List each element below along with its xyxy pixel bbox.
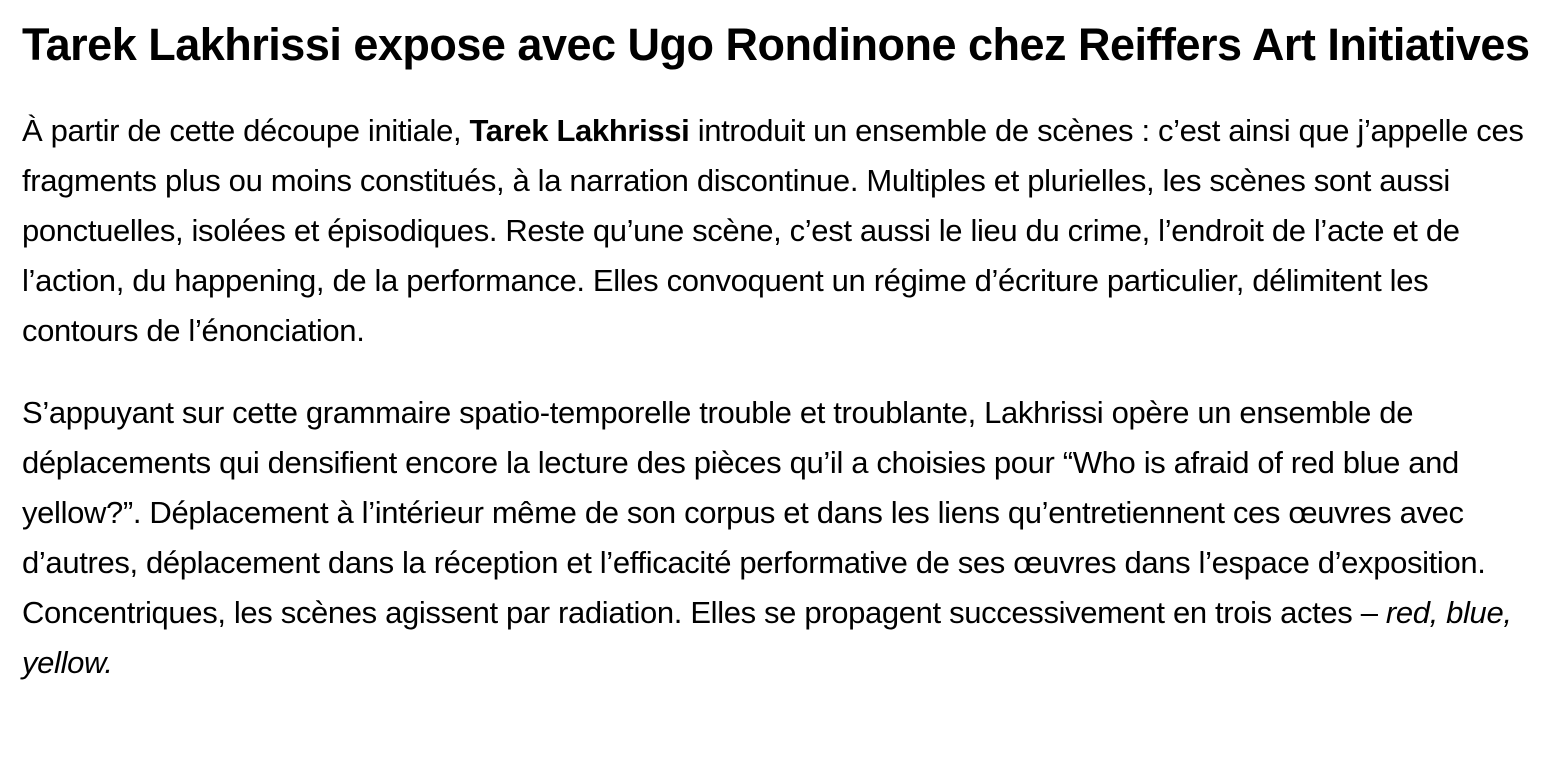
article <box>22 19 1532 688</box>
paragraph-1-text-start: À partir de cette découpe initiale, <box>22 113 470 148</box>
paragraph-2-text: S’appuyant sur cette grammaire spatio-temporelle trouble et troublante, Lakhrissi opère un ensemble de déplacements qui densifient encore la lecture des pièces qu’il a choisies pour “Who is afraid of red blue and yellow?”. Déplacement à l’intérieur même de son corpus et dans les liens qu’entretiennent ces œuvres avec d’autres, déplacement dans la réception et l’efficacité performative de ses œuvres dans l’espace d’exposition. Concentriques, les scènes agissent par radiation. Elles se propagent successivement en trois actes – <box>22 395 1486 630</box>
article-title: Tarek Lakhrissi expose avec Ugo Rondinone chez Reiffers Art Initiatives <box>22 19 1530 70</box>
article-paragraph-2 <box>22 388 1532 688</box>
three-acts-italic: red, blue, yellow. <box>22 595 1512 680</box>
paragraph-1-text-end: introduit un ensemble de scènes : c’est ainsi que j’appelle ces fragments plus ou moins constitués, à la narration discontinue. Multiples et plurielles, les scènes sont aussi ponctuelles, isolées et épisodiques. Reste qu’une scène, c’est aussi le lieu du crime, l’endroit de l’acte et de l’action, du happening, de la performance. Elles convoquent un régime d’écriture particulier, délimitent les contours de l’énonciation. <box>22 113 1524 348</box>
article-paragraph-1 <box>22 106 1532 356</box>
artist-name: Tarek Lakhrissi <box>469 113 690 148</box>
